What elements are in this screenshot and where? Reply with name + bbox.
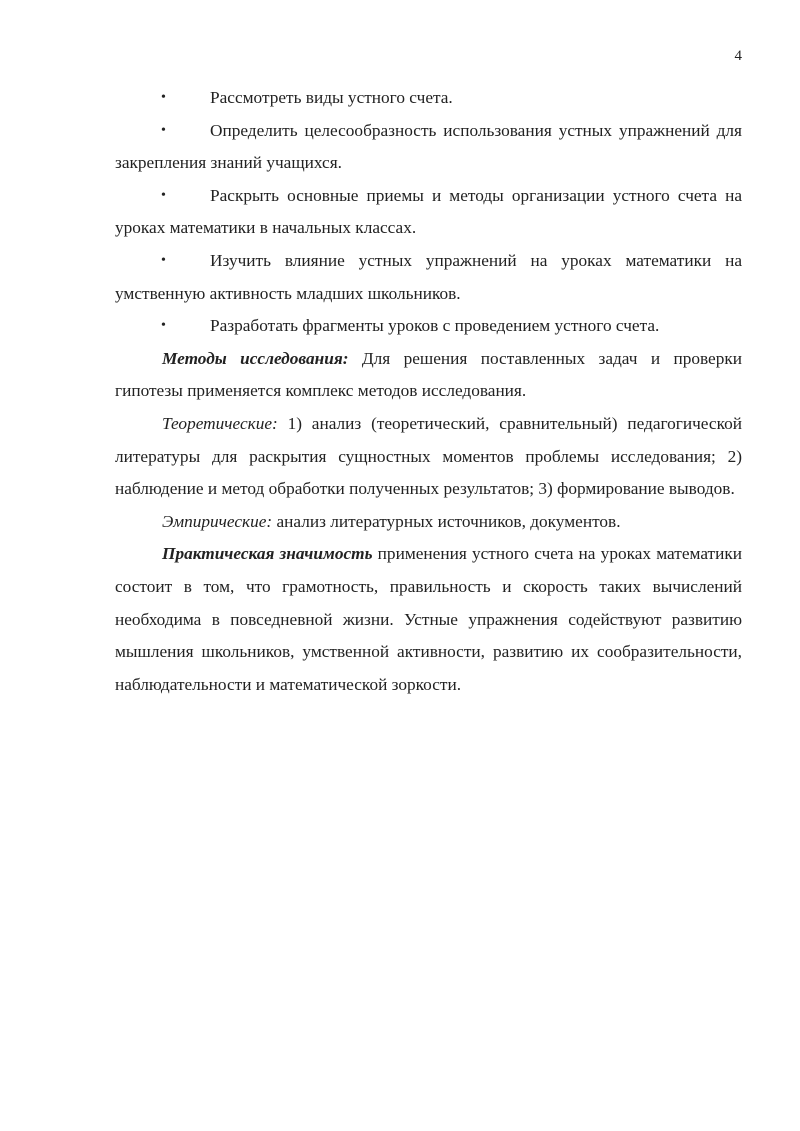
bullet-item: [115, 115, 742, 180]
bullet-item: [115, 310, 742, 343]
practical-paragraph: [115, 538, 742, 701]
practical-text: применения устного счета на уроках математики состоит в том, что грамотность, правильность и скорость таких вычислений необходима в повседневной жизни. Устные упражнения содействуют развитию мышления школьников, умственной активности, развитию их сообразительности, наблюдательности и математической зоркости.: [115, 544, 742, 694]
theoretical-paragraph: [115, 408, 742, 506]
theoretical-text: 1) анализ (теоретический, сравнительный) педагогической литературы для раскрытия сущностных моментов проблемы исследования; 2) наблюдение и метод обработки полученных результатов; 3) формирование выводов.: [115, 413, 742, 499]
empirical-label: Эмпирические:: [162, 511, 273, 531]
empirical-paragraph: [115, 506, 742, 539]
bullet-icon: •: [161, 187, 166, 203]
document-body: [115, 82, 742, 701]
page-number: 4: [734, 48, 742, 64]
bullet-text: Разработать фрагменты уроков с проведением устного счета.: [210, 316, 660, 336]
empirical-text: анализ литературных источников, документов.: [272, 511, 621, 531]
methods-text: Для решения поставленных задач и проверки гипотезы применяется комплекс методов исследования.: [115, 348, 742, 401]
bullet-item: [115, 180, 742, 245]
theoretical-label: Теоретические:: [162, 413, 278, 433]
bullet-icon: •: [161, 252, 166, 268]
bullet-text: Определить целесообразность использования устных упражнений для закрепления знаний учащихся.: [115, 120, 742, 173]
bullet-item: [115, 245, 742, 310]
bullet-text: Раскрыть основные приемы и методы организации устного счета на уроках математики в начальных классах.: [115, 185, 742, 238]
practical-heading: Практическая значимость: [162, 544, 373, 564]
methods-paragraph: [115, 343, 742, 408]
bullet-icon: •: [161, 122, 166, 138]
bullet-icon: •: [161, 90, 166, 105]
bullet-text: Рассмотреть виды устного счета.: [210, 88, 453, 107]
methods-heading: Методы исследования:: [162, 348, 349, 368]
bullet-icon: •: [161, 318, 166, 334]
bullet-text: Изучить влияние устных упражнений на уроках математики на умственную активность младших школьников.: [115, 250, 742, 303]
bullet-item: [115, 82, 742, 115]
